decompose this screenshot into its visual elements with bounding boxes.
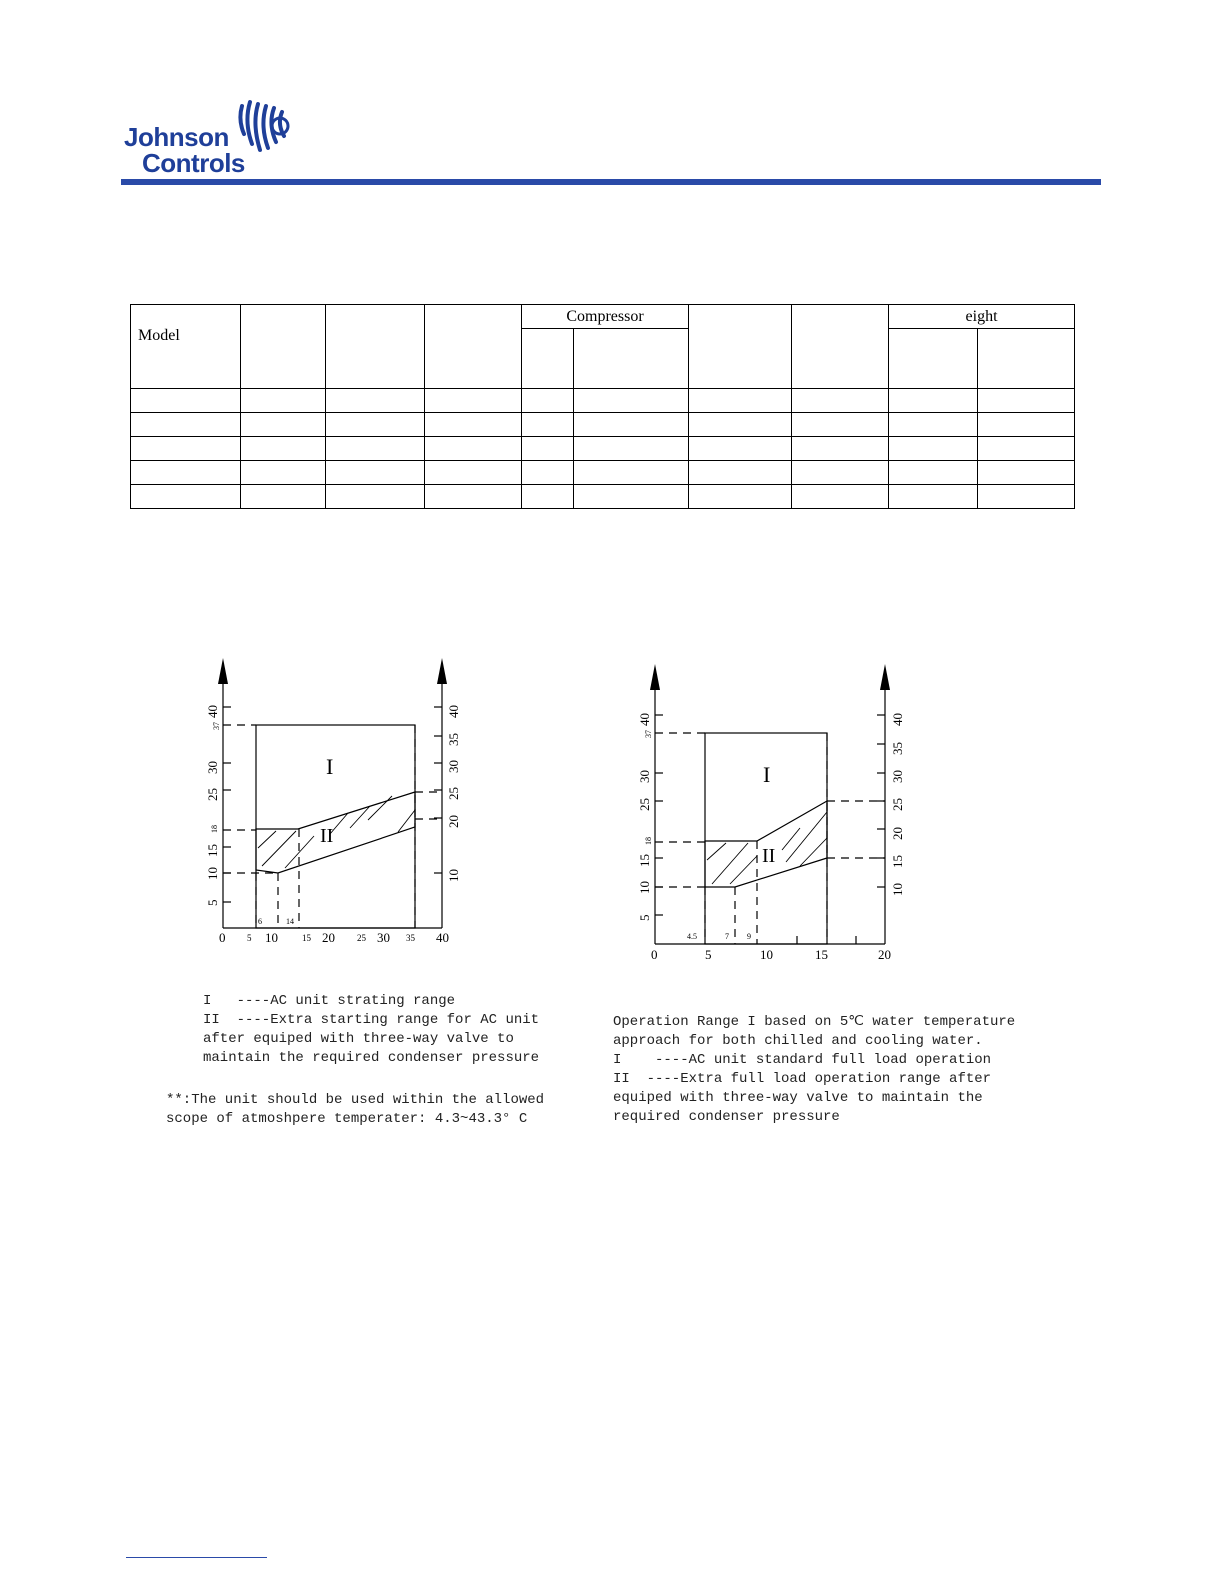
- table-header-cell: [425, 305, 522, 389]
- header-divider: [121, 179, 1101, 185]
- left-y-arrow-icon: [650, 664, 660, 690]
- x-marker-label: 4.5: [687, 932, 697, 941]
- left-tick-label: 10: [637, 881, 652, 894]
- region-2-label: II: [320, 825, 334, 847]
- x-tick-label: 30: [377, 930, 390, 945]
- table-header-cell: [326, 305, 425, 389]
- right-tick-label: 10: [890, 883, 905, 896]
- legend-line: I ----AC unit strating range: [203, 993, 456, 1009]
- left-y-arrow-icon: [218, 658, 228, 684]
- x-tick-label: 0: [219, 930, 226, 945]
- x-tick-label: 35: [406, 933, 415, 943]
- region-1-box: [256, 725, 415, 928]
- table-header-weight: eight: [889, 305, 1075, 329]
- left-tick-label: 40: [205, 705, 220, 718]
- legend-line: Operation Range I based on 5℃ water temperature: [613, 1014, 1016, 1030]
- logo-text-line2: Controls: [142, 148, 245, 178]
- left-tick-label: 10: [205, 867, 220, 880]
- x-tick-label: 5: [705, 947, 712, 962]
- region-2-boundary: [256, 792, 415, 873]
- legend-line: II ----Extra starting range for AC unit: [203, 1012, 540, 1028]
- left-tick-label: 5: [205, 899, 220, 906]
- full-load-range-diagram: [620, 655, 920, 965]
- table-subheader-cell: [522, 329, 574, 389]
- left-tick-label: 30: [637, 770, 652, 783]
- legend-line: after equiped with three-way valve to: [203, 1031, 514, 1047]
- region-2-hatching: [258, 796, 415, 868]
- x-tick-label: 15: [302, 933, 311, 943]
- right-tick-label: 20: [890, 827, 905, 840]
- right-tick-label: 35: [446, 733, 461, 746]
- x-tick-label: 10: [760, 947, 773, 962]
- left-tick-label: 37: [212, 722, 221, 730]
- table-header-cell: [241, 305, 326, 389]
- right-y-arrow-icon: [880, 664, 890, 690]
- company-logo: [120, 98, 300, 180]
- left-tick-label: 25: [205, 788, 220, 801]
- starting-range-diagram: [180, 650, 480, 960]
- full-load-range-legend: [613, 1013, 1015, 1127]
- x-tick-label: 10: [265, 930, 278, 945]
- logo-text-line1: Johnson: [124, 122, 229, 152]
- x-marker-label: 6: [258, 917, 262, 926]
- legend-line: equiped with three-way valve to maintain the: [613, 1090, 983, 1106]
- left-tick-label: 18: [210, 825, 219, 833]
- footnote-line: **:The unit should be used within the allowed: [166, 1092, 545, 1108]
- table-row: [131, 461, 1075, 485]
- legend-line: maintain the required condenser pressure: [203, 1050, 540, 1066]
- right-tick-label: 40: [446, 705, 461, 718]
- right-tick-label: 40: [890, 713, 905, 726]
- x-tick-label: 20: [878, 947, 891, 962]
- left-tick-label: 15: [205, 844, 220, 857]
- x-tick-label: 15: [815, 947, 828, 962]
- footer-divider: [126, 1557, 267, 1558]
- left-tick-label: 40: [637, 713, 652, 726]
- x-marker-label: 7: [725, 932, 729, 941]
- table-row: [131, 485, 1075, 509]
- table-row: [131, 437, 1075, 461]
- legend-line: I ----AC unit standard full load operation: [613, 1052, 992, 1068]
- footnote-line: scope of atmoshpere temperater: 4.3~43.3° C: [166, 1111, 528, 1127]
- x-tick-label: 0: [651, 947, 658, 962]
- table-header-compressor: Compressor: [522, 305, 689, 329]
- table-subheader-cell: [574, 329, 689, 389]
- logo-mark-icon: [234, 98, 294, 156]
- axis-ticks: [655, 715, 885, 944]
- table-row: [131, 413, 1075, 437]
- x-marker-label: 14: [286, 917, 294, 926]
- table-subheader-cell: [889, 329, 978, 389]
- right-tick-label: 25: [890, 798, 905, 811]
- legend-line: approach for both chilled and cooling water.: [613, 1033, 983, 1049]
- right-tick-label: 20: [446, 815, 461, 828]
- left-tick-label: 18: [644, 837, 653, 845]
- table-subheader-cell: [978, 329, 1075, 389]
- x-marker-label: 9: [747, 932, 751, 941]
- right-tick-label: 30: [890, 770, 905, 783]
- left-tick-label: 37: [644, 730, 653, 738]
- left-tick-label: 15: [637, 854, 652, 867]
- table-header-model: Model: [131, 305, 241, 389]
- specification-table: [130, 304, 1075, 509]
- left-tick-label: 30: [205, 761, 220, 774]
- x-tick-label: 20: [322, 930, 335, 945]
- region-2-label: II: [762, 845, 776, 867]
- atmosphere-footnote: [166, 1091, 544, 1129]
- right-tick-label: 30: [446, 760, 461, 773]
- right-tick-label: 10: [446, 869, 461, 882]
- right-tick-label: 35: [890, 742, 905, 755]
- region-2-boundary: [705, 801, 827, 887]
- table-header-cell: [792, 305, 889, 389]
- region-1-label: I: [763, 762, 771, 787]
- left-tick-label: 25: [637, 798, 652, 811]
- x-tick-label: 25: [357, 933, 366, 943]
- right-tick-label: 25: [446, 787, 461, 800]
- table-header-cell: [689, 305, 792, 389]
- starting-range-legend: [203, 992, 539, 1068]
- legend-line: II ----Extra full load operation range after: [613, 1071, 992, 1087]
- x-tick-label: 40: [436, 930, 449, 945]
- table-row: [131, 389, 1075, 413]
- legend-line: required condenser pressure: [613, 1109, 840, 1125]
- left-tick-label: 5: [637, 914, 652, 921]
- region-1-label: I: [326, 754, 334, 779]
- x-tick-label: 5: [247, 933, 252, 943]
- right-y-arrow-icon: [437, 658, 447, 684]
- right-tick-label: 15: [890, 855, 905, 868]
